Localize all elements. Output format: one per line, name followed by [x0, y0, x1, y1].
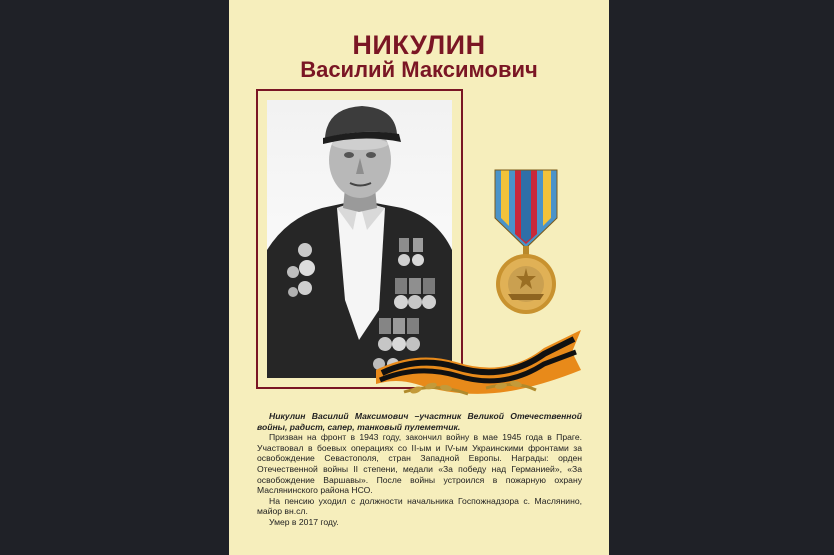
bio-paragraph-3: Умер в 2017 году.: [269, 516, 339, 527]
bio-lead: Никулин Василий Максимович –участник Великой Отечественной войны, радист, сапер, танковый пулеметчик.: [257, 411, 582, 432]
biography: [257, 411, 582, 528]
st-george-ribbon: [376, 312, 581, 400]
bio-paragraph-2: На пенсию уходил с должности начальника Госпожнадзора с. Маслянино, майор вн.сл.: [257, 495, 582, 517]
surname-title: НИКУЛИН: [352, 30, 486, 60]
bio-paragraph-1: Призван на фронт в 1943 году, закончил войну в мае 1945 года в Праге. Участвовал в боевых операциях со II-ым и IV-ым Украинскими фронтами за освобождение Севастополя, стран Западной Европы. Награды: орден Отечественной войны II степени, медали «За победу над Германией», «За освобождение Варшавы». После войны устроился в пожарную охрану Маслянинского района НСО.: [257, 432, 582, 496]
given-names-title: Василий Максимович: [300, 57, 538, 82]
memorial-poster: [229, 0, 609, 555]
medal-for-liberation-of-warsaw: [487, 168, 565, 328]
